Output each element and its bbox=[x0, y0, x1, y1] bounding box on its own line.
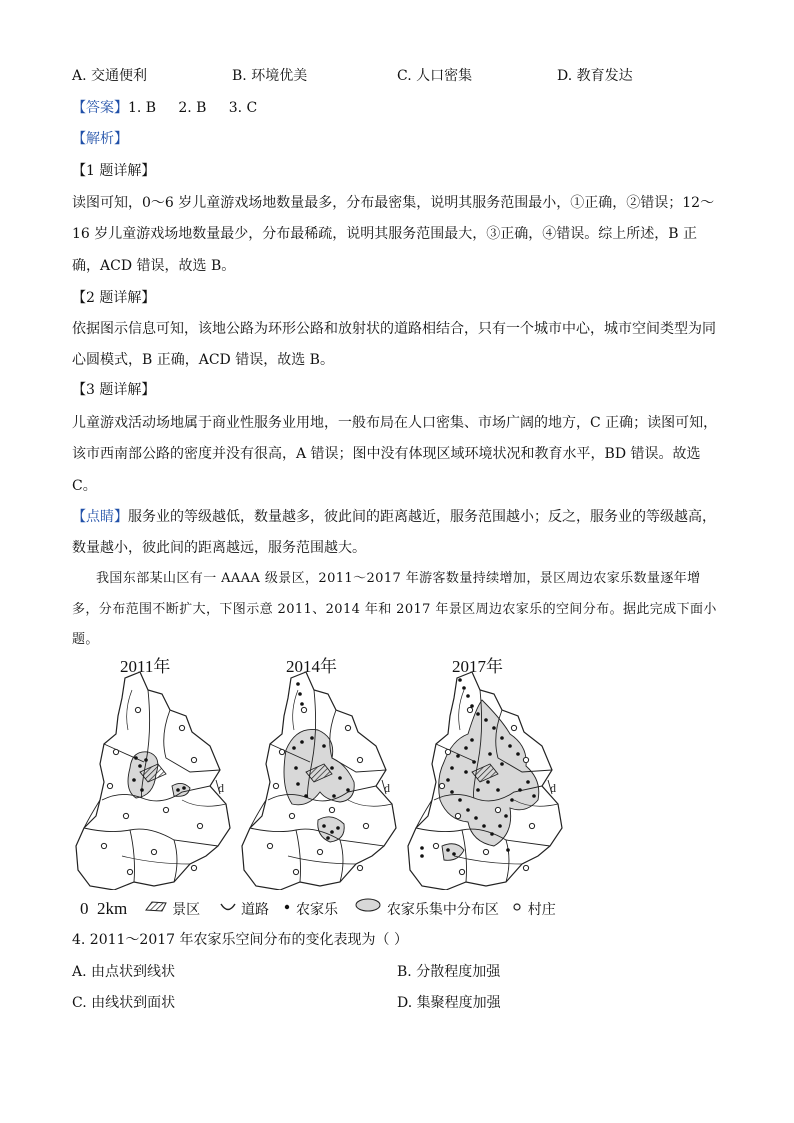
legend-village: 村庄 bbox=[527, 902, 556, 918]
map-2014 bbox=[242, 672, 396, 890]
q3-heading: 【3 题详解】 bbox=[72, 382, 156, 398]
intro-line-2: 多，分布范围不断扩大，下图示意 2011、2014 年和 2017 年景区周边农家乐的空间分布。据此完成下面小 bbox=[72, 602, 717, 617]
village-icon bbox=[511, 901, 523, 913]
option-b: B. 环境优美 bbox=[232, 68, 308, 84]
q2-heading: 【2 题详解】 bbox=[72, 290, 156, 306]
legend-scenic: 景区 bbox=[172, 902, 201, 918]
legend-road: 道路 bbox=[241, 902, 270, 918]
q3-text-2: 该市西南部公路的密度并没有很高，A 错误；图中没有体现区域环境状况和教育水平，BD 错误。故选 bbox=[72, 446, 701, 462]
tip-line-2: 数量越小，彼此间的距离越远，服务范围越大。 bbox=[72, 540, 366, 556]
q3-text-1: 儿童游戏活动场地属于商业性服务业用地，一般布局在人口密集、市场广阔的地方，C 正确；读图可知， bbox=[72, 415, 718, 431]
q1-heading: 【1 题详解】 bbox=[72, 163, 156, 179]
maps-svg bbox=[70, 650, 570, 890]
q4-option-c: C. 由线状到面状 bbox=[72, 995, 176, 1011]
road-icon bbox=[219, 901, 237, 913]
q4-option-a: A. 由点状到线状 bbox=[72, 964, 176, 980]
answer-line: 【答案】1. B 2. B 3. C bbox=[72, 100, 258, 116]
map-year-2017: 2017年 bbox=[452, 657, 503, 676]
q1-text-1: 读图可知，0～6 岁儿童游戏场地数量最多，分布最密集，说明其服务范围最小，①正确，②错误；12～ bbox=[72, 195, 715, 211]
map-2017 bbox=[408, 672, 562, 890]
map-2011 bbox=[76, 672, 230, 890]
option-a: A. 交通便利 bbox=[72, 68, 148, 84]
farm-dot-icon bbox=[282, 901, 292, 913]
q3-text-3: C。 bbox=[72, 478, 97, 494]
q2-text-1: 依据图示信息可知，该地公路为环形公路和放射状的道路相结合，只有一个城市中心，城市空间类型为同 bbox=[72, 321, 716, 337]
q4-option-d: D. 集聚程度加强 bbox=[397, 995, 501, 1011]
q1-text-3: 确，ACD 错误，故选 B。 bbox=[72, 258, 236, 274]
q4-option-b: B. 分散程度加强 bbox=[397, 964, 501, 980]
q2-text-2: 心圆模式，B 正确，ACD 错误，故选 B。 bbox=[72, 352, 334, 368]
legend-farm: 农家乐 bbox=[295, 902, 338, 918]
q1-text-2: 16 岁儿童游戏场地数量最少，分布最稀疏，说明其服务范围最大，③正确，④错误。综上所述，B 正 bbox=[72, 226, 698, 242]
cluster-area-icon bbox=[354, 897, 382, 913]
scenic-area-icon bbox=[144, 899, 168, 913]
map-year-2011: 2011年 bbox=[120, 657, 171, 676]
intro-line-1: 我国东部某山区有一 AAAA 级景区，2011～2017 年游客数量持续增加，景区周边农家乐数量逐年增 bbox=[96, 571, 701, 586]
analysis-tag: 【解析】 bbox=[72, 131, 128, 147]
option-d: D. 教育发达 bbox=[557, 68, 633, 84]
scale-bar: 0 2km bbox=[80, 899, 128, 918]
intro-line-3: 题。 bbox=[72, 632, 99, 647]
map-year-2014: 2014年 bbox=[286, 657, 337, 676]
map-figure bbox=[70, 650, 570, 890]
option-c: C. 人口密集 bbox=[397, 68, 473, 84]
map-legend bbox=[80, 897, 556, 919]
legend-cluster: 农家乐集中分布区 bbox=[386, 902, 499, 918]
tip-line-1: 【点睛】服务业的等级越低，数量越多，彼此间的距离越近，服务范围越小；反之，服务业的等级越高， bbox=[72, 509, 716, 525]
q4-stem: 4. 2011～2017 年农家乐空间分布的变化表现为（ ） bbox=[72, 932, 408, 948]
